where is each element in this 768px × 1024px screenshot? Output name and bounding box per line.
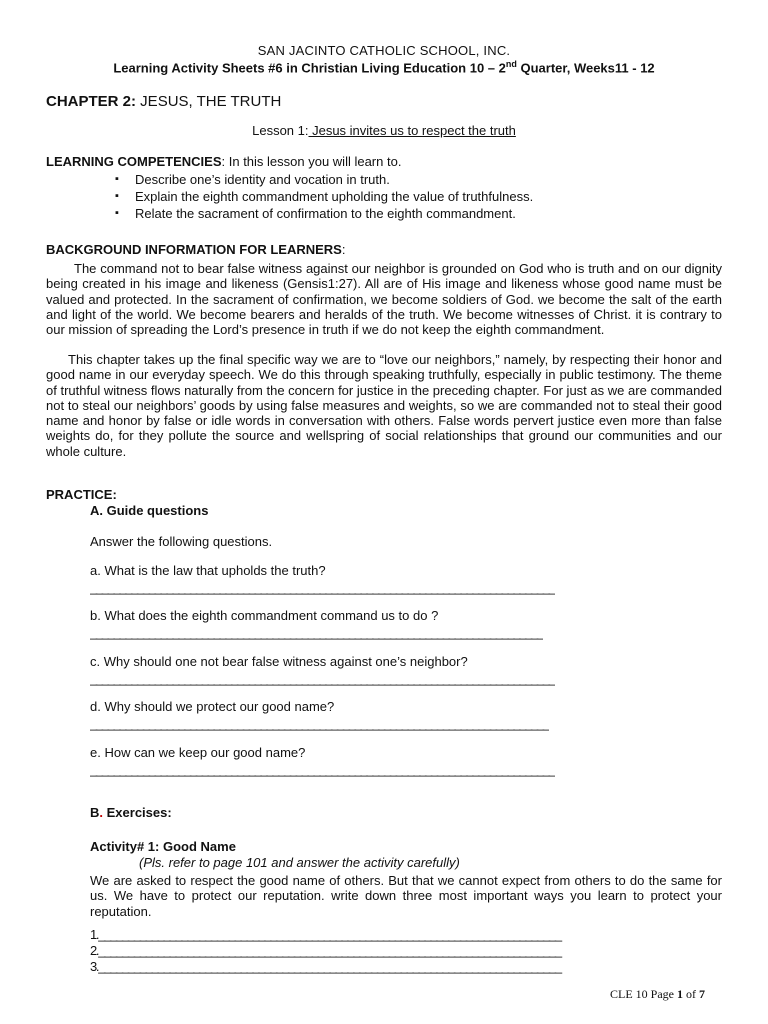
instruction-text: Answer the following questions. [90,534,273,549]
answer-line-2[interactable]: 2.______________________________________________________________________________ [90,943,561,958]
chapter-heading [46,93,281,110]
competencies-heading [46,154,401,169]
competencies-intro: : In this lesson you will learn to. [221,154,402,169]
answer-line-a[interactable]: _______________________________________________________________________________ [90,580,555,595]
subtitle-part-b: Quarter, Weeks11 - 12 [516,60,655,76]
question-a: a. What is the law that upholds the truth? [90,563,326,578]
chapter-label: CHAPTER 2: [46,93,137,110]
question-b: b. What does the eighth commandment command us to do ? [90,608,439,623]
activity-paragraph: We are asked to respect the good name of others. But that we cannot expect from others to do the same for us. We have to protect our reputation. write down three most important ways you learn to protect your reputation. [90,873,722,919]
answer-line-d[interactable]: ______________________________________________________________________________ [90,716,549,731]
footer-prefix: CLE 10 Page [610,987,677,1001]
list-item: ▪ Describe one’s identity and vocation in truth. [113,171,533,188]
footer-of: of [683,987,699,1001]
activity-instruction: (Pls. refer to page 101 and answer the activity carefully) [139,855,460,870]
exercises-dot: . [99,805,104,820]
sheet-subtitle [0,59,768,75]
subtitle-superscript: nd [505,59,517,69]
background-paragraph-2: This chapter takes up the final specific way we are to “love our neighbors,” namely, by respecting their honor and good name in our everyday speech. We do this through speaking truthfully, especially in public testimony. The theme of truthful witness flows naturally from the concern for justice in the preceding chapter. For just as we are commanded not to steal our neighbors’ goods by using false measures and weights, so we are commanded not to steal their good name and honor by false or idle words in conversation with others. False words pervert justice even more than false weights do, for they pollute the source and wellspring of social relationships that ground our communities and our whole culture. [46,352,722,459]
background-heading [46,242,345,257]
list-item: ▪ Relate the sacrament of confirmation to the eighth commandment. [113,205,533,222]
activity-title: Activity# 1: Good Name [90,839,236,854]
subtitle-part-a: Learning Activity Sheets #6 in Christian Living Education 10 – 2 [113,60,506,76]
exercises-label: Exercises: [103,805,172,820]
competencies-list [113,171,533,222]
lesson-prefix: Lesson 1: [252,123,309,138]
competencies-label: LEARNING COMPETENCIES [46,154,222,169]
exercises-heading [90,805,172,820]
answer-line-c[interactable]: _______________________________________________________________________________ [90,671,555,686]
background-paragraph-1: The command not to bear false witness against our neighbor is grounded on God who is truth and on our dignity being created in his image and likeness (Gensis1:27). All are of His image and likeness whose good name must be valued and protected. In the sacrament of confirmation, we become soldiers of God. we become the salt of the earth and light of the world. We become bearers and heralds of the truth. We become witnesses of Christ. it is contrary to our mission of spreading the Lord’s presence in truth if we do not keep the eighth commandment. [46,261,722,338]
school-name: SAN JACINTO CATHOLIC SCHOOL, INC. [257,43,511,58]
lesson-title [0,123,768,138]
lesson-name: Jesus invites us to respect the truth [308,123,516,138]
question-c: c. Why should one not bear false witness against one’s neighbor? [90,654,468,669]
background-colon: : [341,242,346,257]
page-footer [610,987,705,1002]
exercises-letter: B [90,805,100,820]
page-total: 7 [699,987,705,1001]
answer-line-1[interactable]: 1.______________________________________________________________________________ [90,927,561,942]
question-d: d. Why should we protect our good name? [90,699,335,714]
chapter-title: JESUS, THE TRUTH [136,93,282,110]
list-item: ▪ Explain the eighth commandment upholding the value of truthfulness. [113,188,533,205]
page-number: 1 [677,987,683,1001]
answer-line-b[interactable]: _____________________________________________________________________________ [90,625,543,640]
question-e: e. How can we keep our good name? [90,745,306,760]
answer-line-e[interactable]: _______________________________________________________________________________ [90,762,555,777]
guide-questions-heading: A. Guide questions [90,503,209,518]
practice-heading: PRACTICE: [46,487,117,502]
answer-line-3[interactable]: 3.______________________________________________________________________________ [90,959,561,974]
background-label: BACKGROUND INFORMATION FOR LEARNERS [46,242,342,257]
